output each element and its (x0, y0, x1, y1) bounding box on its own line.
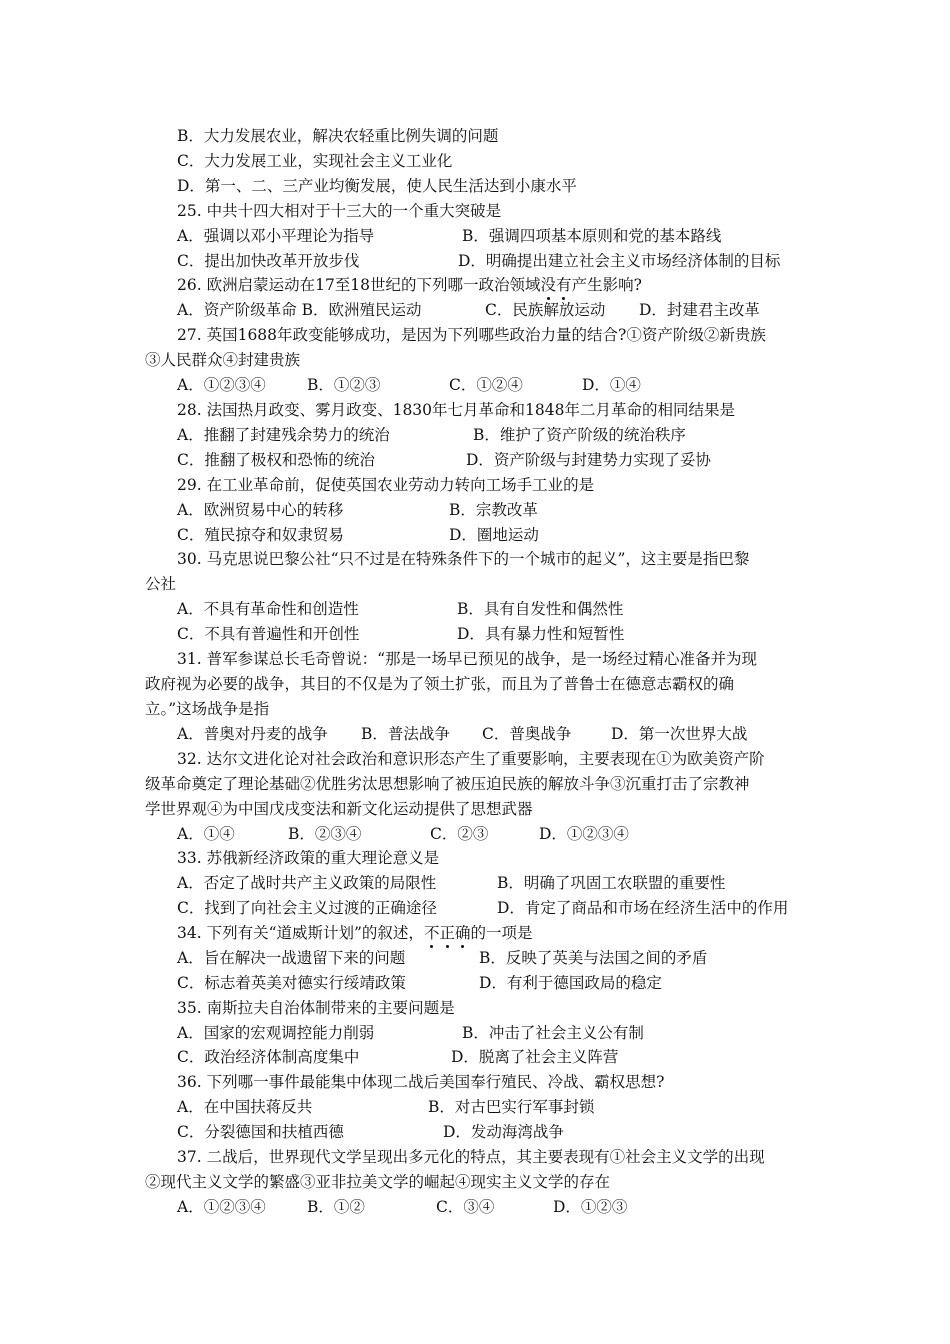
text-segment (145, 572, 176, 596)
segment-text: D．有利于德国政局的稳定 (479, 974, 662, 992)
segment-text: A．强调以邓小平理论为指导 (177, 227, 375, 245)
segment-text: 37. 二战后，世界现代文学呈现出多元化的特点，其主要表现有①社会主义文学的出现 (177, 1148, 765, 1166)
segment-text: D．第一、二、三产业均衡发展，使人民生活达到小康水平 (177, 177, 577, 195)
text-line (0, 547, 950, 571)
segment-text: D．肯定了商品和市场在经济生活中的作用 (497, 899, 789, 917)
segment-text: 33. 苏俄新经济政策的重大理论意义是 (177, 849, 440, 867)
text-line (0, 921, 950, 945)
text-line (0, 622, 950, 646)
text-segment (430, 822, 488, 846)
text-line (0, 846, 950, 870)
text-segment (436, 1195, 494, 1219)
segment-text: 27. 英国1688年政变能够成功，是因为下列哪些政治力量的结合?①资产阶级②新贵族 (177, 326, 766, 344)
text-line (0, 124, 950, 148)
text-segment (145, 672, 734, 696)
text-line (0, 697, 950, 721)
text-segment (177, 298, 422, 322)
text-segment (177, 1021, 374, 1045)
text-segment (177, 871, 436, 895)
emphasis-char: 正 (439, 921, 455, 945)
text-line (0, 772, 950, 796)
text-segment (177, 448, 375, 472)
emphasis-char: 不 (424, 921, 440, 945)
text-segment (177, 747, 765, 771)
text-segment (177, 523, 344, 547)
text-segment (443, 1120, 564, 1144)
text-segment (177, 622, 359, 646)
text-line (0, 1145, 950, 1169)
segment-text: C．殖民掠夺和奴隶贸易 (177, 526, 344, 544)
text-line (0, 722, 950, 746)
segment-text: A．旨在解决一战遗留下来的问题 (177, 949, 406, 967)
text-line (0, 273, 950, 297)
text-line (0, 896, 950, 920)
text-line (0, 946, 950, 970)
segment-text: C．大力发展工业，实现社会主义工业化 (177, 152, 453, 170)
text-line (0, 1021, 950, 1045)
text-line (0, 797, 950, 821)
segment-text: 35. 南斯拉夫自治体制带来的主要问题是 (177, 999, 455, 1017)
segment-text: 政府视为必要的战争，其目的不仅是为了领土扩张，而且为了普鲁士在德意志霸权的确 (145, 675, 735, 693)
text-line (0, 1195, 950, 1219)
text-segment (458, 249, 780, 273)
text-segment (145, 1170, 610, 1194)
text-line (0, 572, 950, 596)
segment-text: D．①②③ (553, 1198, 628, 1216)
text-segment (497, 871, 725, 895)
segment-text: A．不具有革命性和创造性 (177, 600, 359, 618)
text-line (0, 323, 950, 347)
segment-tail: 的一项是 (470, 924, 533, 942)
segment-text: B．①② (307, 1198, 365, 1216)
segment-text: 26. 欧洲启蒙运动在17至18世纪的下列哪一政治领域 (177, 276, 541, 294)
text-line (0, 971, 950, 995)
segment-text: C．普奥战争 (482, 725, 572, 743)
segment-tail: 产生影响? (571, 276, 642, 294)
text-segment (145, 772, 750, 796)
text-segment (449, 523, 539, 547)
text-segment (361, 722, 450, 746)
segment-text: C．②③ (430, 825, 489, 843)
segment-text: A．国家的宏观调控能力削弱 (177, 1024, 375, 1042)
segment-text: 25. 中共十四大相对于十三大的一个重大突破是 (177, 202, 502, 220)
segment-text: A．资产阶级革命 B．欧洲殖民运动 (177, 301, 422, 319)
text-line (0, 398, 950, 422)
text-segment (611, 722, 747, 746)
text-segment (177, 174, 577, 198)
segment-text: 36. 下列哪一事件最能集中体现二战后美国奉行殖民、冷战、霸权思想? (177, 1073, 665, 1091)
segment-text: A．①②③④ (177, 376, 266, 394)
segment-text: B．反映了英美与法国之间的矛盾 (479, 949, 708, 967)
text-line (0, 1045, 950, 1069)
segment-text: 30. 马克思说巴黎公社“只不过是在特殊条件下的一个城市的起义”，这主要是指巴黎 (177, 550, 750, 568)
text-line (0, 373, 950, 397)
text-line (0, 1070, 950, 1094)
text-segment (177, 423, 390, 447)
text-line (0, 448, 950, 472)
segment-text: D．脱离了社会主义阵营 (451, 1048, 619, 1066)
segment-text: C．不具有普遍性和开创性 (177, 625, 360, 643)
text-segment (145, 348, 300, 372)
segment-text: B．明确了巩固工农联盟的重要性 (497, 874, 726, 892)
segment-text: B．强调四项基本原则和党的基本路线 (462, 227, 722, 245)
text-segment (449, 498, 538, 522)
text-segment (145, 797, 533, 821)
segment-text: ③人民群众④封建贵族 (145, 351, 301, 369)
segment-text: D．第一次世界大战 (611, 725, 748, 743)
segment-text: D．具有暴力性和短暂性 (457, 625, 625, 643)
text-segment (177, 1095, 312, 1119)
segment-text: B．普法战争 (361, 725, 450, 743)
text-line (0, 149, 950, 173)
segment-text: C．找到了向社会主义过渡的正确途径 (177, 899, 437, 917)
text-line (0, 298, 950, 322)
segment-text: 级革命奠定了理论基础②优胜劣汰思想影响了被压迫民族的解放斗争③沉重打击了宗教神 (145, 775, 750, 793)
text-segment (177, 124, 498, 148)
text-segment (482, 722, 571, 746)
text-line (0, 597, 950, 621)
text-segment (177, 921, 533, 945)
segment-text: A．①②③④ (177, 1198, 266, 1216)
text-segment (177, 149, 452, 173)
segment-text: B．维护了资产阶级的统治秩序 (473, 426, 686, 444)
segment-text: A．在中国扶蒋反共 (177, 1098, 313, 1116)
text-segment (449, 373, 523, 397)
text-line (0, 224, 950, 248)
text-segment (177, 1195, 266, 1219)
text-segment (177, 224, 374, 248)
text-line (0, 822, 950, 846)
text-segment (177, 996, 455, 1020)
text-segment (177, 896, 437, 920)
text-segment (639, 298, 760, 322)
segment-text: B．对古巴实行军事封锁 (428, 1098, 595, 1116)
segment-text: B．①②③ (307, 376, 381, 394)
text-segment (177, 498, 343, 522)
segment-text: A．普奥对丹麦的战争 (177, 725, 328, 743)
text-segment (485, 298, 605, 322)
segment-text: D．封建君主改革 (639, 301, 760, 319)
text-segment (177, 1145, 765, 1169)
segment-text: C．提出加快改革开放步伐 (177, 252, 360, 270)
text-segment (553, 1195, 627, 1219)
text-segment (177, 647, 757, 671)
text-segment (288, 822, 361, 846)
segment-text: C．①②④ (449, 376, 523, 394)
text-segment (307, 373, 380, 397)
text-segment (479, 946, 707, 970)
segment-text: B．冲击了社会主义公有制 (462, 1024, 644, 1042)
segment-text: C．③④ (436, 1198, 495, 1216)
segment-text: C．分裂德国和扶植西德 (177, 1123, 344, 1141)
text-line (0, 747, 950, 771)
text-segment (177, 1070, 664, 1094)
segment-text: 立。”这场战争是指 (145, 700, 270, 718)
text-segment (177, 597, 359, 621)
text-line (0, 473, 950, 497)
segment-text: B．大力发展农业，解决农轻重比例失调的问题 (177, 127, 499, 145)
text-segment (582, 373, 641, 397)
text-line (0, 1095, 950, 1119)
text-line (0, 1120, 950, 1144)
text-segment (145, 697, 269, 721)
text-segment (539, 822, 629, 846)
segment-text: 29. 在工业革命前，促使英国农业劳动力转向工场手工业的是 (177, 476, 595, 494)
segment-text: B．宗教改革 (449, 501, 538, 519)
segment-text: D．资产阶级与封建势力实现了妥协 (466, 451, 711, 469)
text-segment (462, 224, 721, 248)
text-segment (177, 398, 735, 422)
text-line (0, 498, 950, 522)
segment-text: C．标志着英美对德实行绥靖政策 (177, 974, 406, 992)
segment-text: C．推翻了极权和恐怖的统治 (177, 451, 375, 469)
text-segment (462, 1021, 644, 1045)
text-line (0, 996, 950, 1020)
text-segment (177, 273, 642, 297)
text-segment (177, 971, 406, 995)
text-segment (457, 597, 623, 621)
segment-text: D．①②③④ (539, 825, 629, 843)
segment-text: A．欧洲贸易中心的转移 (177, 501, 344, 519)
segment-text: ②现代主义文学的繁盛③亚非拉美文学的崛起④现实主义文学的存在 (145, 1173, 611, 1191)
text-segment (177, 1045, 359, 1069)
emphasis-char: 确 (455, 921, 471, 945)
text-segment (177, 846, 439, 870)
segment-text: C．政治经济体制高度集中 (177, 1048, 360, 1066)
text-segment (177, 473, 594, 497)
text-segment (177, 946, 405, 970)
text-line (0, 348, 950, 372)
text-line (0, 199, 950, 223)
text-segment (177, 249, 359, 273)
text-segment (479, 971, 662, 995)
segment-text: D．圈地运动 (449, 526, 539, 544)
text-segment (451, 1045, 618, 1069)
text-segment (177, 1120, 344, 1144)
text-line (0, 174, 950, 198)
segment-text: 28. 法国热月政变、雾月政变、1830年七月革命和1848年二月革命的相同结果是 (177, 401, 735, 419)
segment-text: D．①④ (582, 376, 641, 394)
segment-text: D．发动海湾战争 (443, 1123, 564, 1141)
segment-text: A．推翻了封建残余势力的统治 (177, 426, 390, 444)
text-segment (177, 199, 501, 223)
segment-text: 34. 下列有关“道威斯计划”的叙述， (177, 924, 424, 942)
text-segment (177, 547, 749, 571)
segment-text: 31. 普军参谋总长毛奇曾说：“那是一场早已预见的战争，是一场经过精心准备并为现 (177, 650, 758, 668)
segment-text: B．具有自发性和偶然性 (457, 600, 624, 618)
text-segment (177, 722, 328, 746)
segment-text: A．否定了战时共产主义政策的局限性 (177, 874, 437, 892)
segment-text: A．①④ (177, 825, 235, 843)
text-segment (307, 1195, 365, 1219)
segment-text: 学世界观④为中国戊戌变法和新文化运动提供了思想武器 (145, 800, 533, 818)
text-segment (466, 448, 711, 472)
text-segment (497, 896, 788, 920)
emphasis-char: 没 (541, 273, 557, 297)
text-segment (428, 1095, 594, 1119)
text-line (0, 249, 950, 273)
segment-text: C．民族解放运动 (485, 301, 606, 319)
segment-text: 32. 达尔文进化论对社会政治和意识形态产生了重要影响，主要表现在①为欧美资产阶 (177, 750, 765, 768)
text-line (0, 672, 950, 696)
segment-text: D．明确提出建立社会主义市场经济体制的目标 (458, 252, 781, 270)
segment-text: 公社 (145, 575, 177, 593)
emphasis-char: 有 (556, 273, 572, 297)
text-line (0, 871, 950, 895)
text-line (0, 523, 950, 547)
text-segment (177, 822, 235, 846)
text-segment (177, 373, 266, 397)
text-segment (177, 323, 766, 347)
segment-text: B．②③④ (288, 825, 362, 843)
text-segment (457, 622, 624, 646)
text-segment (473, 423, 686, 447)
text-line (0, 423, 950, 447)
text-line (0, 1170, 950, 1194)
text-line (0, 647, 950, 671)
